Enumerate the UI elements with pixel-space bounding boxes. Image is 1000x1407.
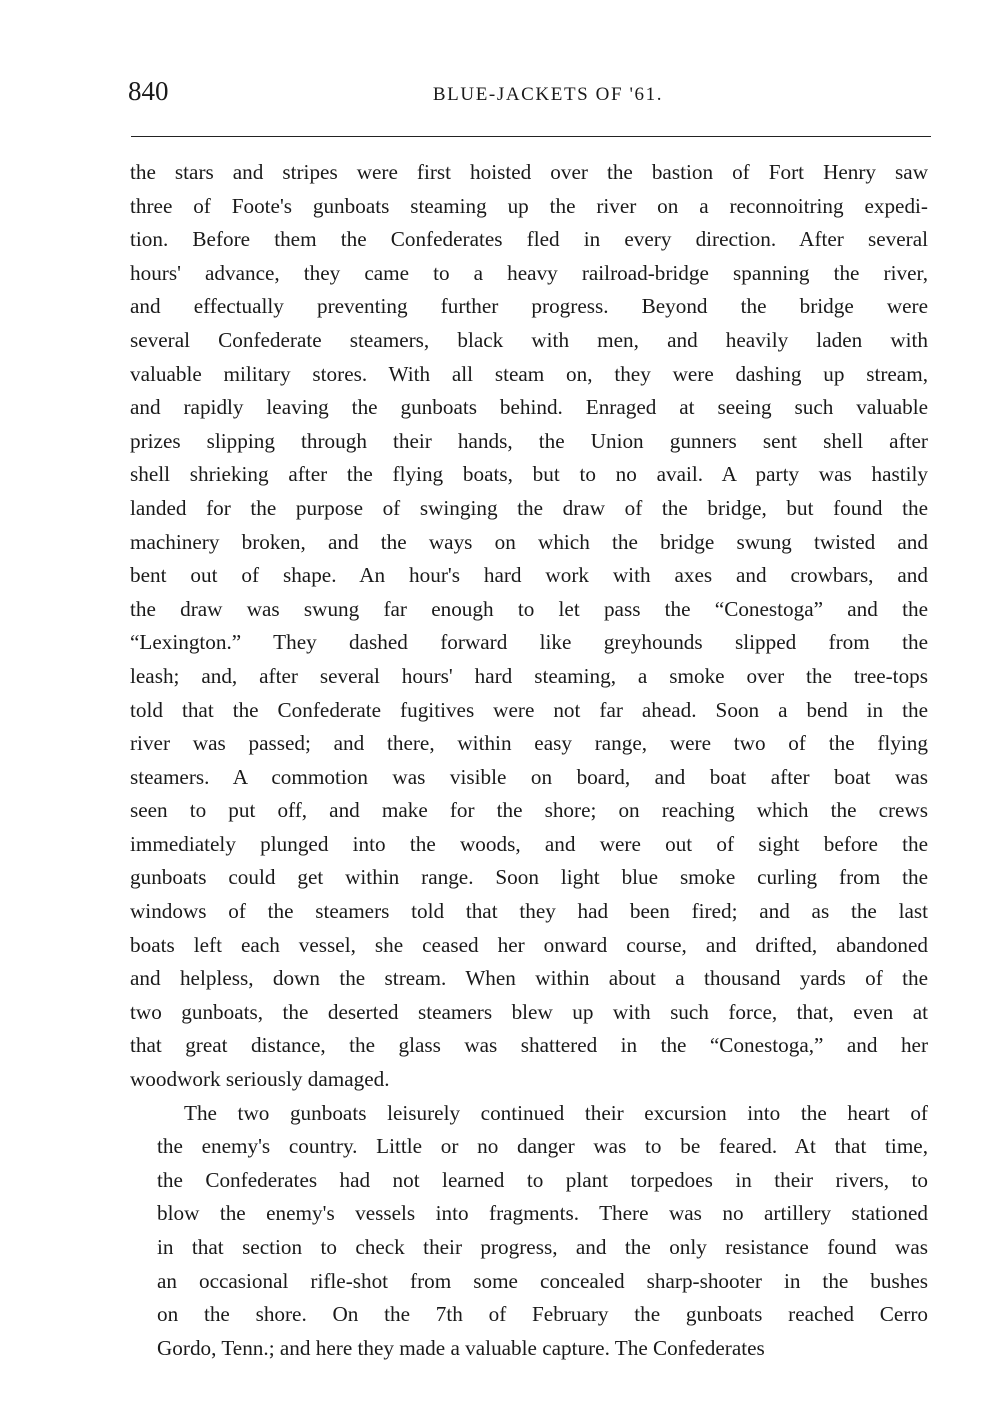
text-line: told that the Confederate fugitives were not far ahead. Soon a bend in the bbox=[130, 697, 928, 722]
page-number: 840 bbox=[128, 76, 169, 106]
text-line: machinery broken, and the ways on which the bridge swung twisted and bbox=[130, 529, 928, 554]
text-line: valuable military stores. With all steam on, they were dashing up stream, bbox=[130, 361, 928, 386]
text-line: windows of the steamers told that they had been fired; and as the last bbox=[130, 899, 928, 924]
text-line: The two gunboats leisurely continued their excursion into the heart of bbox=[184, 1100, 928, 1125]
text-line: and rapidly leaving the gunboats behind. Enraged at seeing such valuable bbox=[130, 395, 928, 420]
paragraph-2 bbox=[130, 1097, 928, 1366]
text-line: several Confederate steamers, black with men, and heavily laden with bbox=[130, 327, 928, 352]
text-line: blow the enemy's vessels into fragments. There was no artillery stationed bbox=[157, 1201, 928, 1226]
text-line: steamers. A commotion was visible on board, and boat after boat was bbox=[130, 764, 928, 789]
text-line: shell shrieking after the flying boats, but to no avail. A party was hastily bbox=[130, 462, 928, 487]
text-line: river was passed; and there, within easy range, were two of the flying bbox=[130, 731, 928, 756]
body-text bbox=[130, 156, 928, 1365]
text-line: three of Foote's gunboats steaming up the river on a reconnoitring expedi- bbox=[130, 193, 928, 218]
text-line: the stars and stripes were first hoisted over the bastion of Fort Henry saw bbox=[130, 160, 928, 184]
running-title: BLUE-JACKETS OF '61. bbox=[432, 84, 664, 105]
text-line: hours' advance, they came to a heavy railroad-bridge spanning the river, bbox=[130, 260, 928, 285]
text-line: the Confederates had not learned to plant torpedoes in their rivers, to bbox=[157, 1167, 928, 1192]
text-line: landed for the purpose of swinging the draw of the bridge, but found the bbox=[130, 495, 928, 520]
text-line: boats left each vessel, she ceased her onward course, and drifted, abandoned bbox=[130, 932, 928, 957]
text-line: seen to put off, and make for the shore; on reaching which the crews bbox=[130, 798, 928, 823]
text-line: gunboats could get within range. Soon light blue smoke curling from the bbox=[130, 865, 928, 890]
text-line: bent out of shape. An hour's hard work with axes and crowbars, and bbox=[130, 563, 928, 588]
text-line: woodwork seriously damaged. bbox=[130, 1067, 390, 1092]
text-line: on the shore. On the 7th of February the gunboats reached Cerro bbox=[157, 1302, 928, 1327]
text-line: and helpless, down the stream. When within about a thousand yards of the bbox=[130, 966, 928, 991]
text-line: the draw was swung far enough to let pass the “Conestoga” and the bbox=[130, 596, 928, 621]
text-line: that great distance, the glass was shattered in the “Conestoga,” and her bbox=[130, 1033, 928, 1058]
paragraph-1 bbox=[130, 156, 928, 1097]
text-line: immediately plunged into the woods, and were out of sight before the bbox=[130, 831, 928, 856]
text-line: “Lexington.” They dashed forward like greyhounds slipped from the bbox=[130, 630, 928, 655]
text-line: Gordo, Tenn.; and here they made a valuable capture. The Confederates bbox=[157, 1335, 765, 1360]
text-line: tion. Before them the Confederates fled in every direction. After several bbox=[130, 227, 928, 252]
text-line: the enemy's country. Little or no danger was to be feared. At that time, bbox=[157, 1134, 928, 1159]
text-line: prizes slipping through their hands, the Union gunners sent shell after bbox=[130, 428, 928, 453]
text-line: and effectually preventing further progress. Beyond the bridge were bbox=[130, 294, 928, 319]
text-line: leash; and, after several hours' hard steaming, a smoke over the tree-tops bbox=[130, 663, 928, 688]
text-line: an occasional rifle-shot from some concealed sharp-shooter in the bushes bbox=[157, 1268, 928, 1293]
header-rule bbox=[131, 136, 931, 137]
text-line: in that section to check their progress, and the only resistance found was bbox=[157, 1235, 928, 1259]
text-line: two gunboats, the deserted steamers blew up with such force, that, even at bbox=[130, 999, 928, 1024]
page-header bbox=[128, 76, 928, 116]
